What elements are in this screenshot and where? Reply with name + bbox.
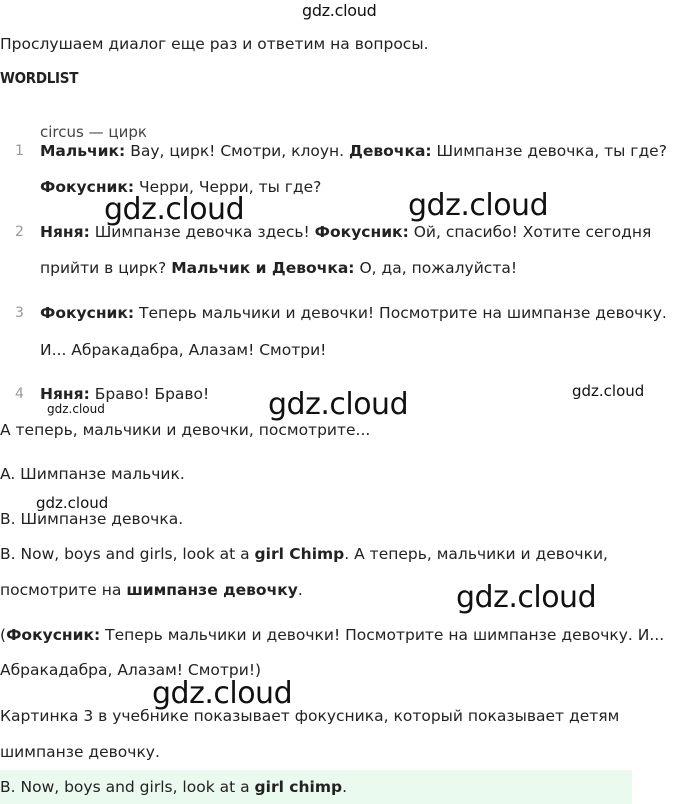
- quote-line: [0, 626, 664, 644]
- text-segment: шимпанзе девочку.: [0, 743, 160, 761]
- explanation-line: [0, 743, 160, 761]
- text-segment: Картинка 3 в учебнике показывает фокусника, который показывает детям: [0, 707, 620, 725]
- watermark: gdz.cloud: [572, 382, 645, 400]
- text-segment: Теперь мальчики и девочки! Посмотрите на шимпанзе девочку. И...: [100, 626, 665, 644]
- bold-text: Фокусник:: [6, 626, 101, 644]
- option-a: A. Шимпанзе мальчик.: [0, 465, 185, 483]
- text-segment: И... Абракадабра, Алазам! Смотри!: [40, 341, 327, 359]
- text-segment: B. Now, boys and girls, look at a: [0, 545, 255, 563]
- text-segment: Браво! Браво!: [89, 385, 210, 403]
- dialog-num-3: 3: [15, 305, 24, 321]
- bold-text: Мальчик и Девочка:: [171, 259, 355, 277]
- bold-text: Мальчик:: [40, 142, 126, 160]
- bold-text: Фокусник:: [40, 178, 135, 196]
- text-segment: Шимпанзе девочка здесь!: [89, 223, 315, 241]
- watermark-top: gdz.cloud: [302, 1, 377, 20]
- dialog-num-1: 1: [15, 143, 24, 159]
- text-segment: Теперь мальчики и девочки! Посмотрите на шимпанзе девочку.: [134, 304, 667, 322]
- text-segment: прийти в цирк?: [40, 259, 172, 277]
- wordlist-cut-item: circus — цирк: [40, 123, 147, 141]
- text-segment: . А теперь, мальчики и девочки,: [344, 545, 608, 563]
- watermark: gdz.cloud: [456, 580, 597, 615]
- watermark: gdz.cloud: [408, 188, 549, 223]
- watermark: gdz.cloud: [104, 192, 245, 227]
- text-segment: (: [0, 626, 7, 644]
- dialog-line: [40, 259, 517, 277]
- wordlist-heading[interactable]: WORDLIST: [0, 69, 79, 87]
- text-segment: Шимпанзе девочка, ты где?: [431, 142, 667, 160]
- bold-text: Фокусник:: [40, 304, 135, 322]
- bold-text: Девочка:: [349, 142, 432, 160]
- text-segment: Вау, цирк! Смотри, клоун.: [125, 142, 350, 160]
- explanation-line: [0, 707, 619, 725]
- watermark: gdz.cloud: [268, 387, 409, 422]
- text-segment: B. Now, boys and girls, look at a: [0, 778, 255, 796]
- text-segment: посмотрите на: [0, 581, 127, 599]
- dialog-line: [40, 142, 667, 160]
- watermark: gdz.cloud: [47, 402, 105, 416]
- intro-text: Прослушаем диалог еще раз и ответим на вопросы.: [0, 35, 429, 53]
- text-segment: О, да, пожалуйста!: [354, 259, 518, 277]
- dialog-line: [40, 304, 667, 322]
- bold-text: girl Chimp: [254, 545, 345, 563]
- question-text: А теперь, мальчики и девочки, посмотрите...: [0, 421, 371, 439]
- bold-text: Няня:: [40, 385, 90, 403]
- text-segment: Черри, Черри, ты где?: [134, 178, 322, 196]
- answer-line: [0, 545, 608, 563]
- dialog-num-4: 4: [15, 386, 24, 402]
- dialog-line: [40, 385, 209, 403]
- bold-text: girl chimp: [254, 778, 343, 796]
- text-segment: .: [342, 778, 348, 796]
- bold-text: шимпанзе девочку: [126, 581, 298, 599]
- dialog-line: [40, 341, 326, 359]
- bold-text: Няня:: [40, 223, 90, 241]
- dialog-num-2: 2: [15, 224, 24, 240]
- text-segment: Ой, спасибо! Хотите сегодня: [408, 223, 652, 241]
- text-segment: .: [297, 581, 303, 599]
- option-b: B. Шимпанзе девочка.: [0, 510, 184, 528]
- text-segment: Абракадабра, Алазам! Смотри!): [0, 661, 262, 679]
- bold-text: Фокусник:: [314, 223, 409, 241]
- answer-line: [0, 581, 303, 599]
- watermark: gdz.cloud: [36, 494, 109, 512]
- final-answer-line: [0, 778, 347, 796]
- watermark: gdz.cloud: [152, 676, 293, 711]
